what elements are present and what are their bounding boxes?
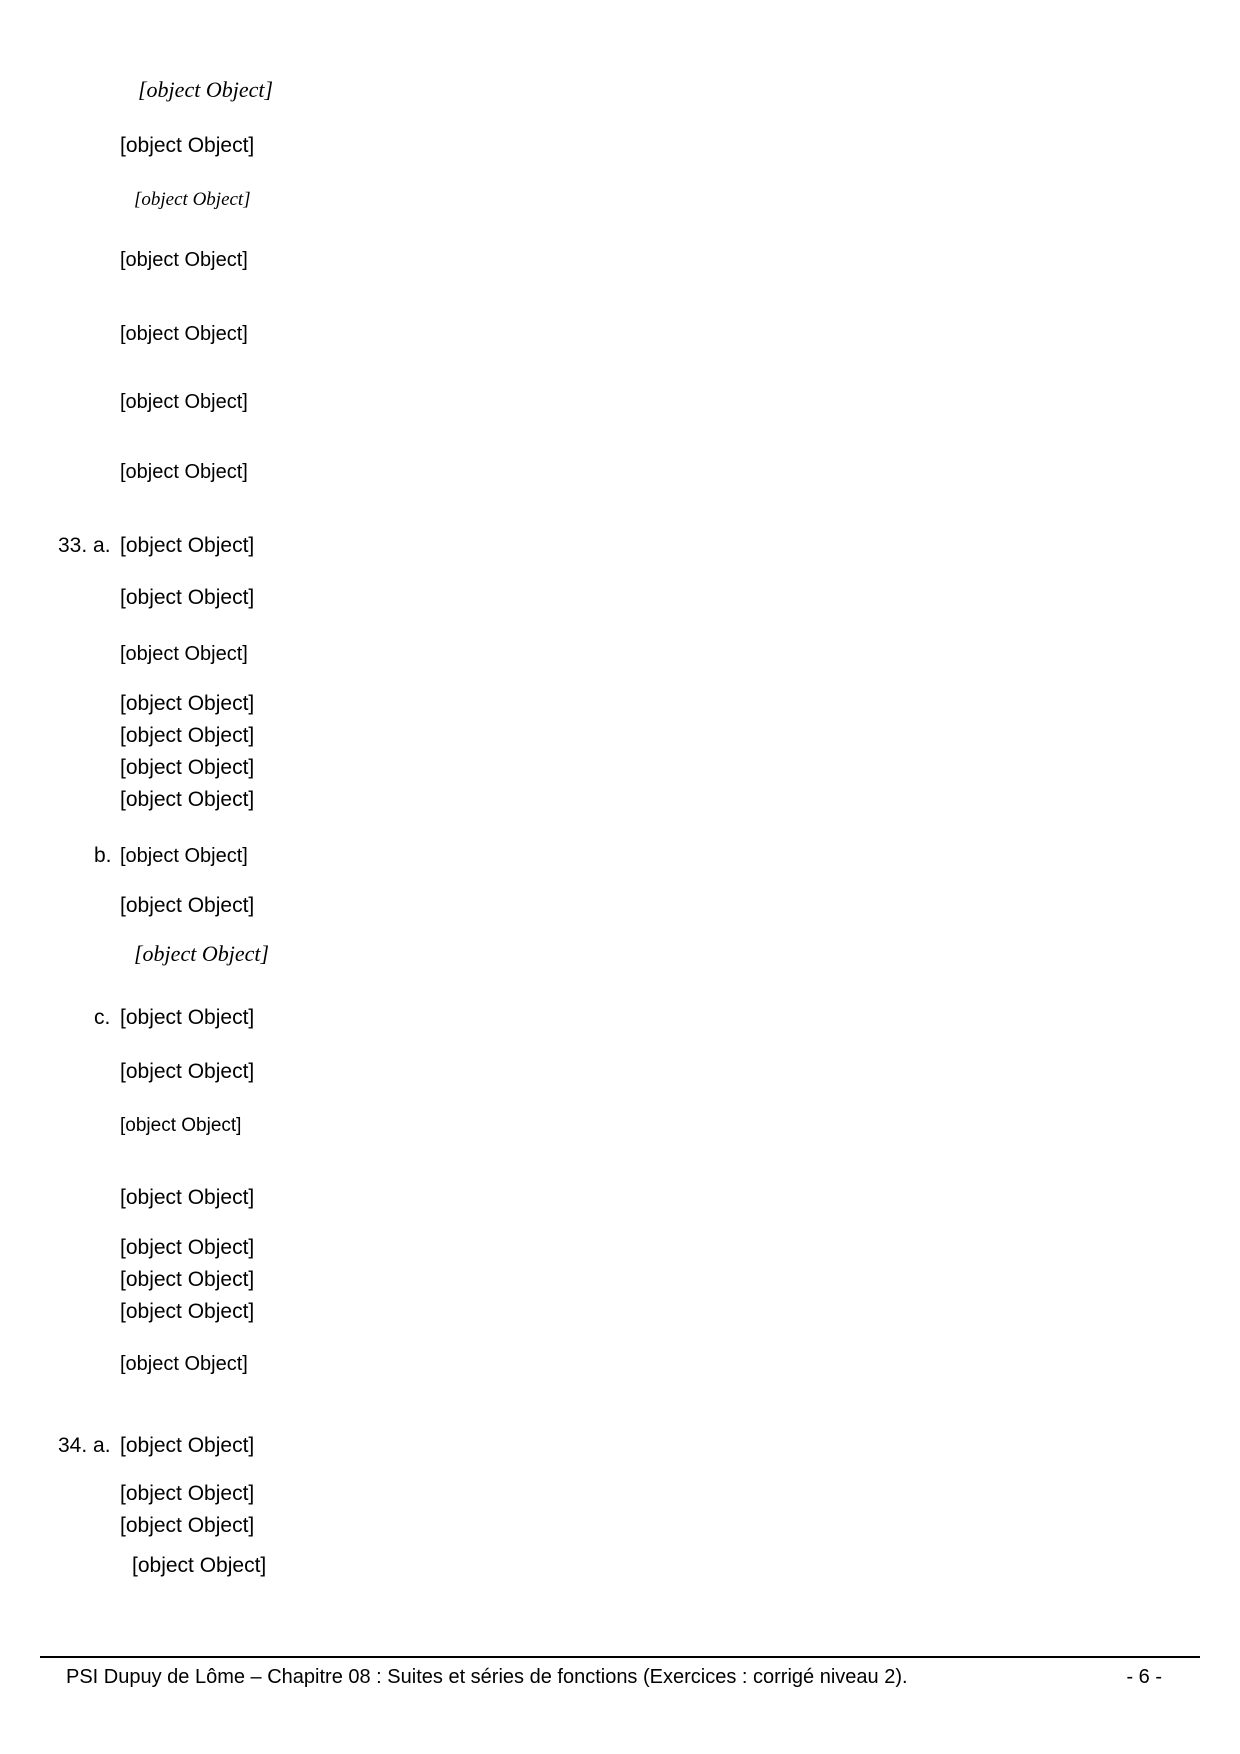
text-line: [object Object] xyxy=(120,1434,255,1457)
footer-title: PSI Dupuy de Lôme – Chapitre 08 : Suites et séries de fonctions (Exercices : corrigé niveau 2). xyxy=(66,1666,908,1688)
text-line: [object Object] xyxy=(120,894,255,917)
text-line: [object Object] xyxy=(120,1236,255,1259)
text-line: [object Object] xyxy=(120,1186,255,1209)
exercise-33c-label: c. xyxy=(94,1006,111,1029)
text-line: [object Object] xyxy=(120,1268,255,1291)
text-line: [object Object] xyxy=(120,534,255,557)
text-line: [object Object] xyxy=(120,1006,255,1029)
text-line: [object Object] xyxy=(120,323,248,345)
text-line: [object Object] xyxy=(120,1115,242,1136)
math-line: [object Object] xyxy=(134,189,251,210)
math-line: [object Object] xyxy=(138,77,274,102)
text-line: [object Object] xyxy=(120,724,255,747)
text-line: [object Object] xyxy=(120,134,255,157)
text-line: [object Object] xyxy=(120,643,248,665)
text-line: [object Object] xyxy=(120,1300,255,1323)
text-line: [object Object] xyxy=(120,1060,255,1083)
text-line: [object Object] xyxy=(120,461,248,483)
text-line: [object Object] xyxy=(120,1353,248,1375)
footer-divider xyxy=(40,1656,1200,1658)
text-line: [object Object] xyxy=(120,692,255,715)
text-line: [object Object] xyxy=(132,1554,267,1577)
text-line: [object Object] xyxy=(120,586,255,609)
text-line: [object Object] xyxy=(120,391,248,413)
text-line: [object Object] xyxy=(120,845,248,867)
exercise-33b-label: b. xyxy=(94,844,112,867)
text-line: [object Object] xyxy=(120,249,248,271)
math-line: [object Object] xyxy=(134,941,270,966)
exercise-33a-label: 33. a. xyxy=(58,534,111,557)
page-number: - 6 - xyxy=(1126,1666,1162,1688)
text-line: [object Object] xyxy=(120,1482,255,1505)
text-line: [object Object] xyxy=(120,788,255,811)
text-line: [object Object] xyxy=(120,1514,255,1537)
text-line: [object Object] xyxy=(120,756,255,779)
exercise-34a-label: 34. a. xyxy=(58,1434,111,1457)
